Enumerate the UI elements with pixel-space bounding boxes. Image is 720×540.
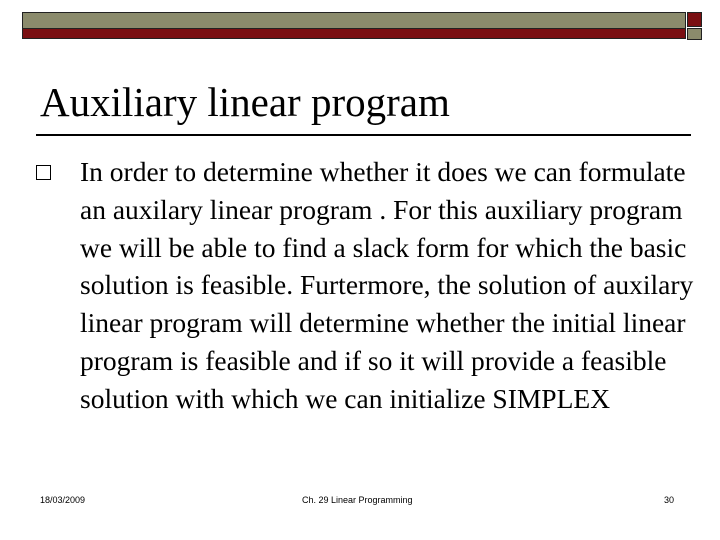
header-decoration	[0, 0, 720, 44]
hollow-square-bullet-icon	[36, 165, 51, 180]
page-number: 30	[664, 495, 675, 505]
bullet-text: In order to determine whether it does we can formulate an auxilary linear program . For this auxiliary program we will be able to find a slack form for which the basic solution is feasible. Furtermore, the solution of auxilary linear program will determine whether the initial linear program is feasible and if so it will provide a feasible solution with which we can initialize SIMPLEX	[80, 156, 694, 414]
footer-chapter: Ch. 29 Linear Programming	[302, 495, 413, 505]
corner-olive-square	[687, 28, 702, 40]
title-underline	[36, 134, 691, 136]
footer-date: 18/03/2009	[40, 495, 86, 505]
olive-header-bar	[22, 12, 686, 29]
maroon-header-bar	[22, 28, 686, 39]
slide-title: Auxiliary linear program	[40, 79, 450, 125]
corner-maroon-square	[687, 12, 702, 27]
